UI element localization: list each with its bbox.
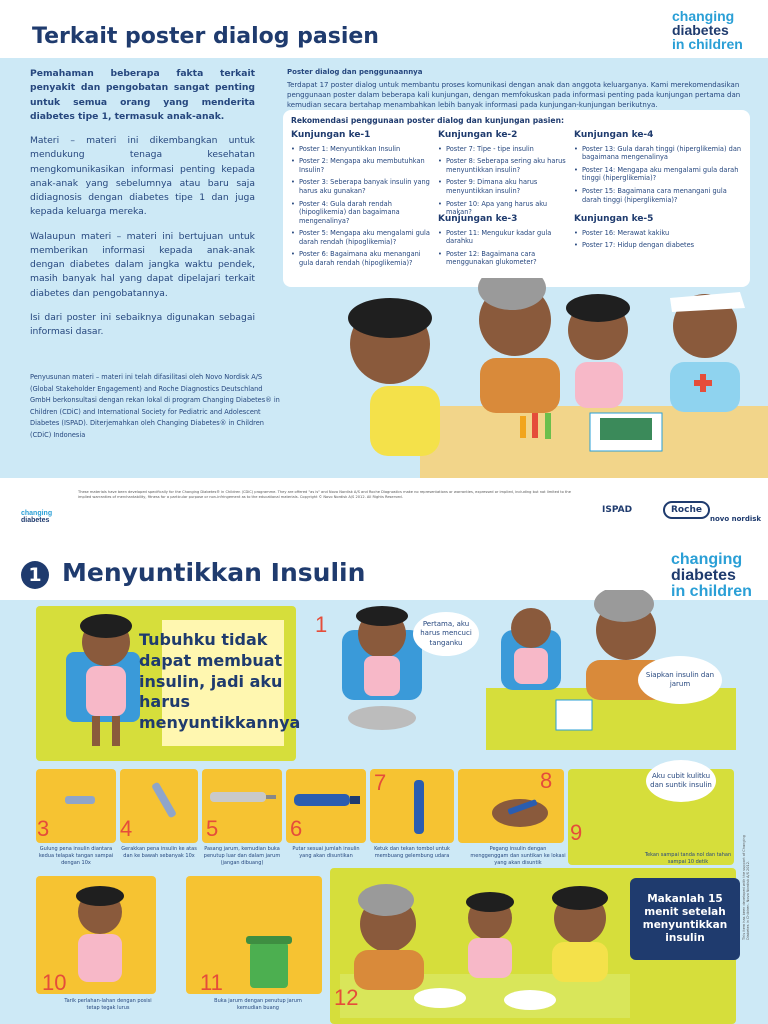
step-4-number: 4 <box>120 816 133 841</box>
step-7-caption: Ketuk dan tekan tombol untuk membuang gelembung udara <box>374 846 450 859</box>
visit-poster-item <box>291 229 431 246</box>
step-8-number: 8 <box>540 768 553 793</box>
credits-text: Penyusunan materi – materi ini telah difasilitasi oleh Novo Nordisk A/S (Global Stakeholder Engagement) and Roche Diagnostics Deutschland GmbH berkonsultasi dengan rekan lokal di program Changing Diabetes® in Children (CDiC) and International Society for Pediatric and Adolescent Diabetes (ISPAD). Diterjemahkan oleh Changing Diabetes® in Children (CDiC) Indonesia <box>30 373 280 439</box>
needle-icon <box>206 780 278 816</box>
intro-text <box>30 67 255 349</box>
eat-reminder-box: Makanlah 15 menit setelah menyuntikkan insulin <box>630 878 740 960</box>
side-copyright: This item has been developed with the support of Changing Diabetes in Children. Novo Nordisk A/S 2012. <box>742 835 750 940</box>
recommendation-box <box>283 110 750 287</box>
visit-poster-label: Poster 2: Mengapa aku membutuhkan Insulin? <box>299 157 425 174</box>
step-4-caption: Gerakkan pena insulin ke atas dan ke bawah sebanyak 10x <box>121 846 197 859</box>
bullet-icon: • <box>574 144 578 153</box>
visit-poster-label: Poster 8: Seberapa sering aku harus menyuntikkan insulin? <box>446 157 566 174</box>
usage-heading: Poster dialog dan penggunaannya <box>287 68 423 76</box>
step-5-number: 5 <box>206 816 219 841</box>
visit-poster-label: Poster 4: Gula darah rendah (hipoglikemia) dan bagaimana mengenalinya? <box>299 199 400 225</box>
bullet-icon: • <box>291 144 295 153</box>
step-11-number: 11 <box>200 970 223 995</box>
visit-poster-item <box>438 229 568 246</box>
visit-poster-label: Poster 16: Merawat kakiku <box>582 228 670 237</box>
bullet-icon: • <box>438 157 442 166</box>
legal-fine-print: These materials have been developed specifically for the Changing Diabetes® in Children (CDiC) programme. They are offered "as is" and Novo Nordisk A/S and Roche Diagnostics make no representations or warranties, expressed or implied, including but not limited to the implied warranties of merchantability, fitness for a particular purpose or non-infringement as to the educational materials. Copyright © Novo Nordisk A/S 2012. All Rights Reserved. <box>78 490 571 500</box>
visit-poster-label: Poster 1: Menyuntikkan Insulin <box>299 144 401 153</box>
cdic-logo-2: changing diabetes in children <box>671 551 752 600</box>
page-title: Terkait poster dialog pasien <box>32 24 379 49</box>
v1-heading: Kunjungan ke-1 <box>291 130 371 140</box>
recommendation-title: Rekomendasi penggunaan poster dialog dan kunjungan pasien: <box>291 116 565 125</box>
v4-heading: Kunjungan ke-4 <box>574 130 654 140</box>
intro-para-4: Isi dari poster ini sebaiknya digunakan sebagai informasi dasar. <box>30 311 255 337</box>
visit-poster-item <box>438 178 568 195</box>
visit-5-column <box>574 214 744 254</box>
family-meal-illustration <box>340 878 630 1018</box>
bullet-icon: • <box>291 199 295 208</box>
visit-2-column <box>438 130 568 221</box>
v5-heading: Kunjungan ke-5 <box>574 214 654 224</box>
visit-4-column <box>574 130 744 208</box>
clinic-scene-illustration <box>300 278 768 478</box>
bullet-icon: • <box>574 241 578 250</box>
v2-heading: Kunjungan ke-2 <box>438 130 518 140</box>
step-3-caption: Gulung pena insulin diantara kedua telapak tangan sampai dengan 10x <box>38 846 114 866</box>
bullet-icon: • <box>574 228 578 237</box>
roche-logo: Roche <box>663 501 710 519</box>
dial-pen-icon <box>292 788 362 812</box>
visit-poster-label: Poster 13: Gula darah tinggi (hiperglikemia) dan bagaimana mengenalinya <box>582 144 742 162</box>
bullet-icon: • <box>291 250 295 259</box>
visit-poster-item <box>291 145 431 154</box>
step-9-bubble: Aku cubit kulitku dan suntik insulin <box>646 760 716 802</box>
bullet-icon: • <box>291 178 295 187</box>
visit-poster-item <box>438 157 568 174</box>
cdic-logo: changing diabetes in children <box>672 8 743 52</box>
bullet-icon: • <box>438 178 442 187</box>
poster-title: Menyuntikkan Insulin <box>62 558 366 587</box>
girl-step-10-illustration <box>60 880 140 990</box>
visit-poster-item <box>291 250 431 267</box>
usage-text: Terdapat 17 poster dialog untuk membantu proses komunikasi dengan anak dan anggota keluarganya. Kami merekomendasikan penggunaan poster dalam beberapa kali kunjungan, dengan memfokuskan pada informasi penting pada kunjungan pertama dan kemudian secara bertahap menambahkan lebih banyak informasi pada kunjungan-kunjungan berikutnya. <box>287 81 741 110</box>
v3-heading: Kunjungan ke-3 <box>438 214 518 224</box>
bullet-icon: • <box>438 228 442 237</box>
step-10-number: 10 <box>42 970 67 995</box>
step-2-bubble: Siapkan insulin dan jarum <box>638 656 722 704</box>
inject-icon <box>490 795 550 831</box>
visit-poster-label: Poster 5: Mengapa aku mengalami gula darah rendah (hipoglikemia)? <box>299 229 430 246</box>
bullet-icon: • <box>574 165 578 174</box>
visit-poster-label: Poster 3: Seberapa banyak insulin yang harus aku gunakan? <box>299 178 430 195</box>
step-5-caption: Pasang jarum, kemudian buka penutup luar dan dalam jarum (jangan dibuang) <box>203 846 281 866</box>
intro-para-1: Pemahaman beberapa fakta terkait penyakit dan pengobatan sangat penting untuk semua orang yang menderita diabetes tipe 1, termasuk anak-anak. <box>30 68 255 122</box>
step-8-caption: Pegang insulin dengan menggenggam dan suntikan ke lokasi yang akan disuntik <box>470 846 566 866</box>
step-9-caption: Tekan sampai tanda nol dan tahan sampai 10 detik <box>644 852 732 865</box>
page-footer <box>0 478 768 538</box>
novo-nordisk-logo: novo nordisk <box>710 515 762 523</box>
bullet-icon: • <box>438 144 442 153</box>
visit-poster-item <box>438 145 568 154</box>
step-9-number: 9 <box>570 820 583 845</box>
pen-roll-icon <box>60 780 100 820</box>
bullet-icon: • <box>291 157 295 166</box>
pen-tilt-icon <box>140 776 190 826</box>
usage-section <box>287 67 747 111</box>
visit-poster-label: Poster 14: Mengapa aku mengalami gula darah tinggi (hiperglikemia)? <box>582 165 739 183</box>
visit-poster-item <box>574 187 744 204</box>
bullet-icon: • <box>438 249 442 258</box>
visit-poster-label: Poster 7: Tipe - tipe insulin <box>446 144 534 153</box>
step-10-caption: Tarik perlahan-lahan dengan posisi tetap tegak lurus <box>64 998 152 1011</box>
step-7-number: 7 <box>374 770 387 795</box>
visit-poster-item <box>438 250 568 267</box>
ispad-logo: ISPAD <box>602 505 633 515</box>
tap-pen-icon <box>400 778 440 838</box>
visit-poster-item <box>291 157 431 174</box>
visit-poster-item <box>574 241 744 250</box>
step-1-bubble: Pertama, aku harus mencuci tanganku <box>413 612 479 656</box>
lead-message: Tubuhku tidak dapat membuat insulin, jadi aku harus menyuntikkannya <box>139 630 301 733</box>
visit-poster-item <box>291 200 431 226</box>
poster-info-page <box>0 0 768 478</box>
visit-poster-label: Poster 17: Hidup dengan diabetes <box>582 241 695 250</box>
bullet-icon: • <box>574 186 578 195</box>
step-1-number: 1 <box>315 612 328 637</box>
visit-poster-item <box>574 166 744 183</box>
visit-poster-item <box>574 145 744 162</box>
visit-poster-label: Poster 9: Dimana aku harus menyuntikkan insulin? <box>446 178 538 195</box>
visit-poster-item <box>574 229 744 238</box>
visit-poster-label: Poster 15: Bagaimana cara menangani gula darah tinggi (hiperglikemia)? <box>582 186 727 204</box>
step-6-number: 6 <box>290 816 303 841</box>
visit-poster-label: Poster 10: Apa yang harus aku makan? <box>446 199 548 217</box>
visit-poster-label: Poster 11: Mengukur kadar gula darahku <box>446 228 552 246</box>
visit-poster-item <box>291 178 431 195</box>
visit-poster-label: Poster 12: Bagaimana cara menggunakan glukometer? <box>446 249 537 267</box>
visit-1-column <box>291 130 431 271</box>
trash-bin-icon <box>244 930 294 990</box>
step-3-number: 3 <box>37 816 50 841</box>
intro-para-3: Walaupun materi – materi ini bertujuan untuk memberikan informasi kepada anak-anak dengan diabetes dalam jangka waktu pendek, masih banyak hal yang dapat dipelajari terkait diabetes dan pengobatannya. <box>30 230 255 299</box>
bullet-icon: • <box>291 229 295 238</box>
poster-number-badge: 1 <box>21 561 49 589</box>
step-6-caption: Putar sesuai jumlah insulin yang akan disuntikan <box>292 846 360 859</box>
step-11-caption: Buka jarum dengan penutup jarum kemudian buang <box>214 998 302 1011</box>
bullet-icon: • <box>438 199 442 208</box>
cdic-small-logo: changing diabetes <box>21 510 53 524</box>
visit-3-column <box>438 214 568 271</box>
step-12-number: 12 <box>334 985 359 1010</box>
visit-poster-label: Poster 6: Bagaimana aku menangani gula darah rendah (hipoglikemia)? <box>299 250 421 267</box>
intro-para-2: Materi – materi ini dikembangkan untuk mendukung tenaga kesehatan mengkomunikasikan informasi penting kepada anak-anak yang sebelumnya atau baru saja didiagnosis dengan diabetes tipe 1 dan juga kepada keluarga mereka. <box>30 135 255 218</box>
